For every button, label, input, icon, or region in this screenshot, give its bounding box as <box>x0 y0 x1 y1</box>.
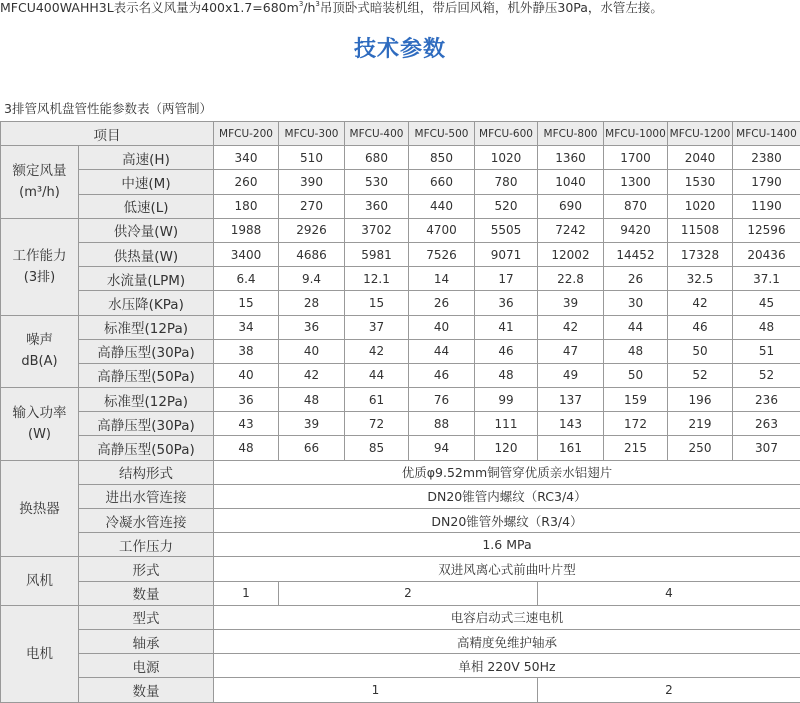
table-cell: 50 <box>668 339 733 363</box>
table-row <box>1 629 800 653</box>
table-cell: 1040 <box>538 170 604 194</box>
table-row <box>1 363 800 387</box>
table-cell: 1190 <box>733 194 800 218</box>
table-cell: 263 <box>733 412 800 436</box>
table-cell: 15 <box>345 291 409 315</box>
table-cell: 1 <box>214 678 538 702</box>
table-cell: 390 <box>279 170 345 194</box>
table-cell: 180 <box>214 194 279 218</box>
table-cell: 32.5 <box>668 267 733 291</box>
table-cell: 780 <box>475 170 538 194</box>
table-cell: 42 <box>279 363 345 387</box>
table-cell: 12596 <box>733 218 800 242</box>
table-cell: 1020 <box>475 146 538 170</box>
table-cell: 1530 <box>668 170 733 194</box>
table-cell: 12.1 <box>345 267 409 291</box>
table-cell: 44 <box>345 363 409 387</box>
row-label: 电源 <box>79 654 214 678</box>
table-cell: 340 <box>214 146 279 170</box>
table-cell: 520 <box>475 194 538 218</box>
table-row <box>1 339 800 363</box>
row-label: 进出水管连接 <box>79 484 214 508</box>
table-row <box>1 581 800 605</box>
group-label-noise: 噪声 dB(A) <box>1 315 79 388</box>
table-cell: 196 <box>668 388 733 412</box>
table-cell: 22.8 <box>538 267 604 291</box>
table-cell: 172 <box>604 412 668 436</box>
model-header: MFCU-800 <box>538 122 604 146</box>
table-cell: 45 <box>733 291 800 315</box>
table-cell: 1300 <box>604 170 668 194</box>
model-header: MFCU-300 <box>279 122 345 146</box>
table-cell: 4700 <box>409 218 475 242</box>
table-cell: 37.1 <box>733 267 800 291</box>
table-cell: 电容启动式三速电机 <box>214 605 800 629</box>
table-cell: 1988 <box>214 218 279 242</box>
table-cell: 690 <box>538 194 604 218</box>
row-label: 标准型(12Pa) <box>79 315 214 339</box>
row-label: 高速(H) <box>79 146 214 170</box>
table-cell: 51 <box>733 339 800 363</box>
table-row <box>1 654 800 678</box>
model-header: MFCU-600 <box>475 122 538 146</box>
table-cell: 3702 <box>345 218 409 242</box>
table-cell: 46 <box>668 315 733 339</box>
table-cell: 30 <box>604 291 668 315</box>
table-cell: 高精度免维护轴承 <box>214 629 800 653</box>
table-cell: 双进风离心式前曲叶片型 <box>214 557 800 581</box>
table-cell: 2 <box>279 581 538 605</box>
row-label: 高静压型(30Pa) <box>79 412 214 436</box>
table-cell: 1 <box>214 581 279 605</box>
table-cell: 2926 <box>279 218 345 242</box>
table-cell: 2 <box>538 678 800 702</box>
table-cell: 9071 <box>475 242 538 266</box>
row-label: 高静压型(30Pa) <box>79 339 214 363</box>
table-cell: 38 <box>214 339 279 363</box>
table-cell: 76 <box>409 388 475 412</box>
table-cell: 42 <box>668 291 733 315</box>
table-cell: 1.6 MPa <box>214 533 800 557</box>
model-header: MFCU-200 <box>214 122 279 146</box>
table-cell: 43 <box>214 412 279 436</box>
table-cell: 48 <box>604 339 668 363</box>
table-cell: 99 <box>475 388 538 412</box>
row-label: 轴承 <box>79 629 214 653</box>
table-row <box>1 509 800 533</box>
row-label: 型式 <box>79 605 214 629</box>
table-caption: 3排管风机盘管性能参数表（两管制） <box>4 99 212 117</box>
table-row <box>1 557 800 581</box>
model-header: MFCU-1200 <box>668 122 733 146</box>
table-cell: 44 <box>604 315 668 339</box>
row-label: 高静压型(50Pa) <box>79 436 214 460</box>
table-cell: 36 <box>214 388 279 412</box>
table-cell: 34 <box>214 315 279 339</box>
table-cell: 72 <box>345 412 409 436</box>
table-cell: 48 <box>733 315 800 339</box>
table-cell: 42 <box>345 339 409 363</box>
table-cell: 11508 <box>668 218 733 242</box>
row-label: 水压降(KPa) <box>79 291 214 315</box>
table-row <box>1 533 800 557</box>
table-cell: 28 <box>279 291 345 315</box>
table-cell: 4 <box>538 581 800 605</box>
table-row <box>1 315 800 339</box>
table-cell: 9.4 <box>279 267 345 291</box>
row-label: 标准型(12Pa) <box>79 388 214 412</box>
table-cell: 46 <box>475 339 538 363</box>
table-row <box>1 388 800 412</box>
table-cell: 870 <box>604 194 668 218</box>
table-cell: 111 <box>475 412 538 436</box>
row-label: 数量 <box>79 678 214 702</box>
table-cell: 307 <box>733 436 800 460</box>
table-cell: 20436 <box>733 242 800 266</box>
row-label: 冷凝水管连接 <box>79 509 214 533</box>
row-label: 供热量(W) <box>79 242 214 266</box>
group-label-power: 输入功率 (W) <box>1 388 79 461</box>
group-label-airflow: 额定风量 (m³/h) <box>1 146 79 219</box>
table-cell: 66 <box>279 436 345 460</box>
page-title: 技术参数 <box>0 32 800 63</box>
row-label: 水流量(LPM) <box>79 267 214 291</box>
table-cell: 137 <box>538 388 604 412</box>
table-row <box>1 170 800 194</box>
table-cell: 47 <box>538 339 604 363</box>
table-cell: 40 <box>279 339 345 363</box>
table-cell: 49 <box>538 363 604 387</box>
table-cell: 优质φ9.52mm铜管穿优质亲水铝翅片 <box>214 460 800 484</box>
group-label-motor: 电机 <box>1 605 79 702</box>
table-cell: 7242 <box>538 218 604 242</box>
row-label: 形式 <box>79 557 214 581</box>
table-cell: 260 <box>214 170 279 194</box>
table-cell: 5505 <box>475 218 538 242</box>
table-cell: 2380 <box>733 146 800 170</box>
table-cell: 5981 <box>345 242 409 266</box>
table-cell: 120 <box>475 436 538 460</box>
table-cell: 14 <box>409 267 475 291</box>
table-row <box>1 218 800 242</box>
table-row <box>1 678 800 702</box>
parameter-table <box>0 121 800 703</box>
group-label-capacity: 工作能力 (3排) <box>1 218 79 315</box>
model-header: MFCU-400 <box>345 122 409 146</box>
table-cell: 236 <box>733 388 800 412</box>
table-cell: 48 <box>214 436 279 460</box>
header-row <box>1 122 800 146</box>
table-cell: 850 <box>409 146 475 170</box>
project-header: 项目 <box>1 122 214 146</box>
table-cell: DN20锥管内螺纹（RC3/4） <box>214 484 800 508</box>
table-cell: 4686 <box>279 242 345 266</box>
table-cell: 36 <box>279 315 345 339</box>
intro-text: MFCU400WAHH3L表示名义风量为$400x1.7=680m^3/h^3$吊顶卧式暗装机组，带后回风箱，机外静压30Pa，水管左接。 <box>0 0 800 18</box>
table-cell: 48 <box>279 388 345 412</box>
table-cell: 46 <box>409 363 475 387</box>
table-cell: 1700 <box>604 146 668 170</box>
group-label-exchanger: 换热器 <box>1 460 79 557</box>
table-cell: 6.4 <box>214 267 279 291</box>
row-label: 工作压力 <box>79 533 214 557</box>
table-cell: 40 <box>409 315 475 339</box>
table-cell: 660 <box>409 170 475 194</box>
table-row <box>1 267 800 291</box>
table-row <box>1 484 800 508</box>
table-row <box>1 242 800 266</box>
table-row <box>1 460 800 484</box>
table-cell: 94 <box>409 436 475 460</box>
table-cell: 219 <box>668 412 733 436</box>
table-cell: 36 <box>475 291 538 315</box>
table-cell: 9420 <box>604 218 668 242</box>
row-label: 高静压型(50Pa) <box>79 363 214 387</box>
table-cell: 48 <box>475 363 538 387</box>
table-cell: 15 <box>214 291 279 315</box>
table-cell: 3400 <box>214 242 279 266</box>
table-cell: 159 <box>604 388 668 412</box>
table-cell: 143 <box>538 412 604 436</box>
table-cell: 50 <box>604 363 668 387</box>
group-label-fan: 风机 <box>1 557 79 605</box>
table-cell: 单相 220V 50Hz <box>214 654 800 678</box>
table-cell: 7526 <box>409 242 475 266</box>
table-cell: 39 <box>538 291 604 315</box>
row-label: 供冷量(W) <box>79 218 214 242</box>
row-label: 结构形式 <box>79 460 214 484</box>
table-cell: 85 <box>345 436 409 460</box>
table-cell: 510 <box>279 146 345 170</box>
table-row <box>1 146 800 170</box>
table-row <box>1 436 800 460</box>
row-label: 中速(M) <box>79 170 214 194</box>
table-row <box>1 412 800 436</box>
table-cell: 530 <box>345 170 409 194</box>
table-cell: 39 <box>279 412 345 436</box>
table-cell: 14452 <box>604 242 668 266</box>
table-cell: 215 <box>604 436 668 460</box>
table-cell: 17 <box>475 267 538 291</box>
table-cell: 26 <box>409 291 475 315</box>
table-cell: 360 <box>345 194 409 218</box>
table-cell: 12002 <box>538 242 604 266</box>
table-cell: 161 <box>538 436 604 460</box>
table-cell: 680 <box>345 146 409 170</box>
table-cell: 42 <box>538 315 604 339</box>
table-cell: 1360 <box>538 146 604 170</box>
table-cell: 37 <box>345 315 409 339</box>
table-cell: 41 <box>475 315 538 339</box>
table-cell: 2040 <box>668 146 733 170</box>
table-row <box>1 291 800 315</box>
table-cell: DN20锥管外螺纹（R3/4） <box>214 509 800 533</box>
table-cell: 250 <box>668 436 733 460</box>
table-cell: 61 <box>345 388 409 412</box>
table-cell: 440 <box>409 194 475 218</box>
table-cell: 1020 <box>668 194 733 218</box>
table-row <box>1 194 800 218</box>
model-header: MFCU-500 <box>409 122 475 146</box>
table-cell: 17328 <box>668 242 733 266</box>
table-cell: 44 <box>409 339 475 363</box>
table-cell: 52 <box>733 363 800 387</box>
table-cell: 40 <box>214 363 279 387</box>
row-label: 低速(L) <box>79 194 214 218</box>
row-label: 数量 <box>79 581 214 605</box>
table-cell: 1790 <box>733 170 800 194</box>
table-cell: 88 <box>409 412 475 436</box>
table-cell: 52 <box>668 363 733 387</box>
table-cell: 26 <box>604 267 668 291</box>
model-header: MFCU-1000 <box>604 122 668 146</box>
table-cell: 270 <box>279 194 345 218</box>
table-row <box>1 605 800 629</box>
model-header: MFCU-1400 <box>733 122 800 146</box>
